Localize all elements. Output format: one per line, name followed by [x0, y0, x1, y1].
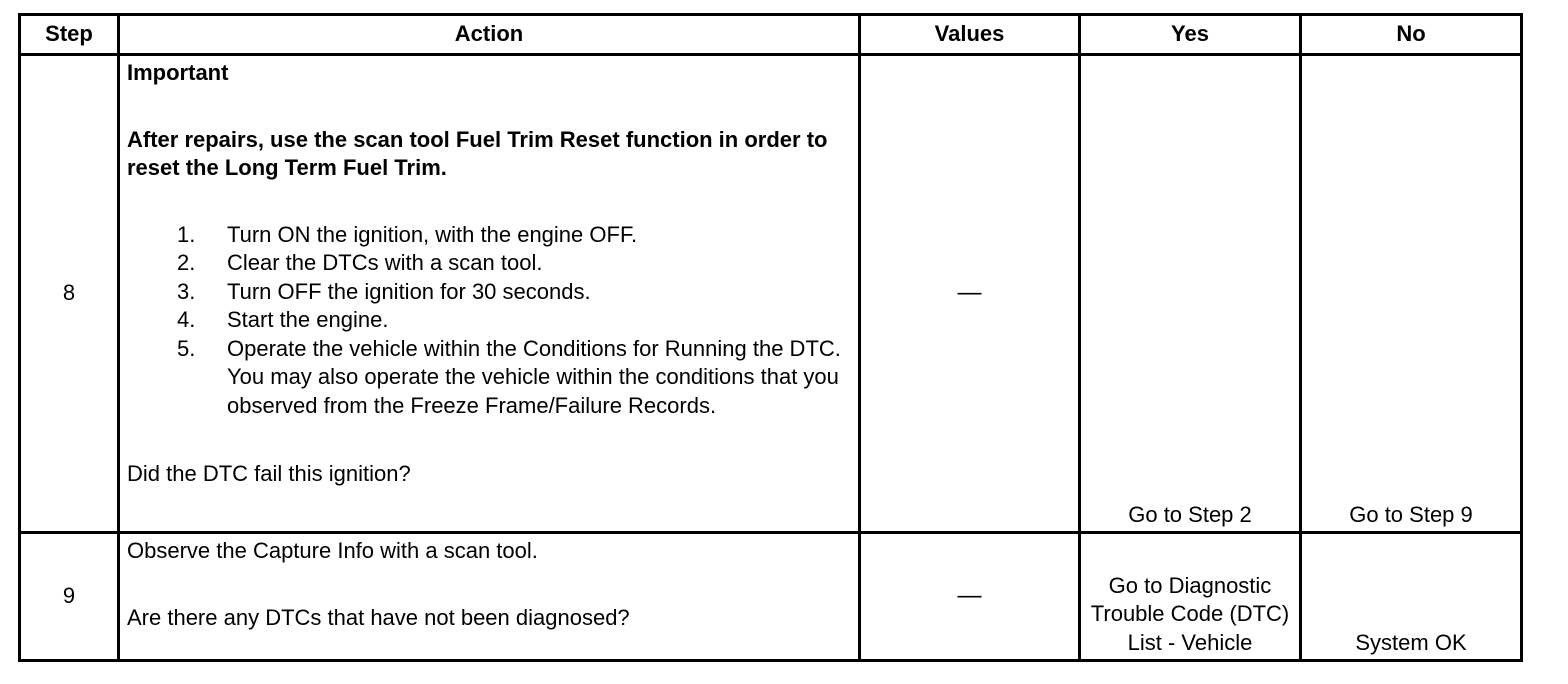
important-label: Important: [127, 60, 229, 85]
question-text: Are there any DTCs that have not been diagnosed?: [127, 604, 630, 630]
list-item: [127, 335, 850, 421]
no-link[interactable]: Go to Step 9: [1301, 55, 1522, 533]
list-item-text: Operate the vehicle within the Conditions for Running the DTC. You may also operate the vehicle within the conditions that you observed from the Freeze Frame/Failure Records.: [227, 335, 841, 418]
list-item-text: Clear the DTCs with a scan tool.: [227, 250, 543, 275]
list-item: [127, 221, 850, 250]
list-item-number: 2.: [177, 250, 196, 275]
header-action: Action: [119, 15, 860, 55]
step-number: 9: [20, 533, 119, 661]
header-yes: Yes: [1080, 15, 1301, 55]
action-cell: [119, 55, 860, 533]
values-cell: [860, 533, 1080, 661]
header-no: No: [1301, 15, 1522, 55]
list-item-number: 5.: [177, 335, 196, 361]
yes-link[interactable]: Go to Diagnostic Trouble Code (DTC) List - Vehicle: [1080, 533, 1301, 661]
header-row: [20, 15, 1522, 55]
list-item: [127, 306, 850, 335]
values-dash: —: [957, 582, 982, 610]
table-row-step-9: [20, 533, 1522, 661]
list-item-text: Turn OFF the ignition for 30 seconds.: [227, 278, 591, 304]
diagnostic-table: [18, 13, 1523, 662]
list-item-number: 4.: [177, 307, 196, 332]
list-item-text: Start the engine.: [227, 307, 389, 332]
table-row-step-8: [20, 55, 1522, 533]
no-link[interactable]: System OK: [1301, 533, 1522, 661]
values-dash: —: [957, 279, 982, 307]
instruction-text: Observe the Capture Info with a scan tool.: [127, 538, 538, 563]
question-text: Did the DTC fail this ignition?: [127, 461, 411, 486]
values-cell: [860, 55, 1080, 533]
step-number: 8: [20, 55, 119, 533]
list-item-number: 1.: [177, 221, 196, 247]
list-item: [127, 278, 850, 307]
list-item-number: 3.: [177, 278, 196, 304]
important-note: After repairs, use the scan tool Fuel Trim Reset function in order to reset the Long Term Fuel Trim.: [127, 126, 828, 180]
action-cell: [119, 533, 860, 661]
procedure-list: [127, 221, 850, 421]
header-values: Values: [860, 15, 1080, 55]
list-item-text: Turn ON the ignition, with the engine OFF.: [227, 221, 638, 247]
yes-link[interactable]: Go to Step 2: [1080, 55, 1301, 533]
header-step: Step: [20, 15, 119, 55]
list-item: [127, 249, 850, 278]
